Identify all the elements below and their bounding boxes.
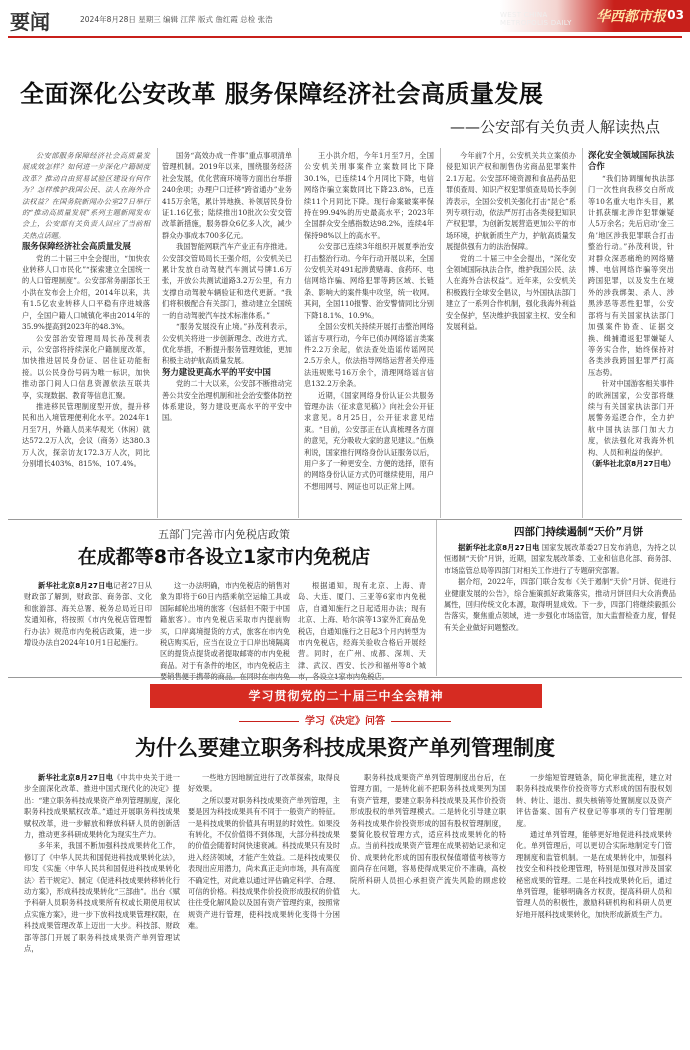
article1-subhead-3: 深化安全领域国际执法合作 — [588, 150, 674, 172]
article3-byline: 据新华社北京8月27日电 — [458, 543, 540, 552]
article1-para: 党的二十大以来，公安部不断推动完善公共安全治理机制和社会治安整体防控体系建设，努力建设更高水平的平安中国。 — [162, 379, 292, 423]
article1-para: 党的二十届三中全会提出，“深化安全领域国际执法合作，维护我国公民、法人在海外合法权益”。近年来，公安机关积极践行全球安全倡议，与外国执法部门建立了一系列合作机制，强化我海外利益安全保护，坚决维护我国家主权、安全和发展利益。 — [446, 253, 576, 332]
article1-subhead-1: 服务保障经济社会高质量发展 — [22, 241, 131, 252]
article2-col2 — [160, 580, 290, 672]
article2-para: 这一办法明确，市内免税店的销售对象为即将于60日内搭乘航空运输工具或国际邮轮出境的旅客（包括但不限于中国籍旅客）。市内免税店采取市内提前购买，口岸离境提货的方式，旅客在市内免税店购买后，应当在设立于口岸出境隔离区的提货点提货或者提取邮寄的市内免税商品。对于有条件的地区，市内免税店主 — [160, 581, 290, 670]
article4-para: 职务科技成果资产单列管理制度出台后，在管理方面，一是转化前不把职务科技成果列为国有资产管理，要建立职务科技成果及其作价投资形成股权的单列管理模式。二是转化引导建立职务科技成果作价投资形成的国有股权管理制度，要简化股权管理方式，适应科技成果转化的特点。当前科技成果资产管理在成果初始记录和定价、成果转化形成的国有股权保值增值考核等方面尚存在问题，容易使得成果定价不准确，高校院所科研人员担心承担资产流失风险的顾虑较大。 — [350, 773, 506, 897]
section-rule — [8, 677, 682, 678]
article1-para: “我们协调缅甸执法部门一次性向我移交白所成等10名重大电诈头目，累计抓获缅北涉诈犯罪嫌疑人5万余名；先后启动‘金三角’地区涉我犯罪联合打击整治行动。”孙茂利说，针对群众深恶痛绝的网络赌博、电信网络诈骗等突出跨国犯罪，以及发生在境外的涉我绑架、杀人、涉黑涉恶等恶性犯罪，公安部将与有关国家执法部门加强案件协查、证据交换、缉捕遣返犯罪嫌疑人等务实合作，始终保持对各类涉我跨国犯罪严打高压态势。 — [588, 173, 674, 377]
article4-col1 — [24, 772, 180, 1044]
article1-para: 王小洪介绍，今年1月至7月，全国公安机关刑事案件立案数同比下降30.1%，已连续14个月同比下降，电信网络诈骗立案数同比下降23.8%，已连续11个月同比下降。现行命案破案率保持在99.94%的历史最高水平；2023年全国群众安全感指数达98.2%，连续4年保持98%以上的高水平。 — [304, 151, 434, 240]
article4-para: 一步缩短管理链条，简化审批流程，建立对职务科技成果作价投资等方式形成的国有股权划转、转让、退出、损失核销等处置制度以及资产评估备案、国有产权登记等事项的专门管理制度。 — [516, 773, 672, 828]
column-divider — [436, 520, 437, 676]
section-rule — [8, 519, 682, 520]
article1-para: 针对中国游客相关事件的欧洲国家，公安部将继续与有关国家执法部门开展警务巡逻合作，全力护航中国执法部门加大力度，依法强化对我海外机构、人员和利益的保护。 — [588, 379, 674, 457]
article4-col4 — [516, 772, 672, 1044]
newspaper-logo: 华西都市报 — [596, 9, 666, 25]
article1-lede: 公安部服务保障经济社会高质量发展成效怎样？如何进一步深化户籍制度改革？推动自由贸易试验区建设有何作为？怎样维护我国公民、法人在海外合法权益？在国务院新闻办公室27日举行的“推动高质量发展”系列主题新闻发布会上，公安部有关负责人回应了当前相关热点话题。 — [22, 151, 150, 240]
headline-main: 全面深化公安改革 服务保障经济社会高质量发展 — [20, 80, 544, 108]
article1-para: 党的二十届三中全会提出，“加快农业转移人口市民化”“探索建立全国统一的人口管理制度”。公安部常务副部长王小洪在发布会上介绍，2014年以来，共有1.5亿农业转移人口平稳有序进城落户，全国户籍人口城镇化率由2014年的35.9%提高到2023年的48.3%。 — [22, 253, 150, 332]
article4-para: 通过单列管理，能够更好地促进科技成果转化。单列管理后，可以更切合实际地制定专门管理制度和监管机制。一是在成果转化中，加强科技安全和科技伦理管理，特别是加强对涉及国家秘密成果的管理。二是在科技成果转化后，通过单列管理，能够明确各方权责，提高科研人员和管理人员的积极性，激励科研机构和科研人员更好地开展科技成果转化，加快形成新质生产力。 — [516, 830, 672, 919]
article4-para: 之所以要对职务科技成果资产单列管理，主要是因为科技成果具有不同于一般资产的特征。一是科技成果的价值具有明显的时效性。如果没有转化，不仅价值得不到体现，大部分科技成果的价值会随着时间快速衰减。科技成果只有及时进入经济领域，才能产生效益。二是科技成果仅表现出应用潜力，尚未真正走向市场，具有高度不确定性，对此难以通过评估确定科学、合理、可信的价格。科技成果作价投资形成股权的价值往往受化解风险以及国有资产管理约束，按照常规资产进行管理，使科技成果转化变得十分困难。 — [188, 795, 340, 931]
article1-col1 — [22, 150, 150, 516]
masthead-brand-bar — [500, 0, 690, 32]
column-label-text: 学习《决定》问答 — [305, 716, 385, 727]
page-number: 03 — [667, 8, 684, 22]
article2-byline: 新华社北京8月27日电 — [38, 581, 114, 590]
article1-col5 — [588, 150, 674, 516]
article4-byline: 新华社北京8月27日电 — [38, 773, 114, 782]
article4-headline: 为什么要建立职务科技成果资产单列管理制度 — [135, 736, 555, 760]
feature-banner: 学习贯彻党的二十届三中全会精神 — [150, 684, 542, 708]
article3-body — [444, 542, 676, 672]
article4-para: 多年来，我国不断加强科技成果转化工作，修订了《中华人民共和国促进科技成果转化法》，印发《实施〈中华人民共和国促进科技成果转化法〉若干规定》、制定《促进科技成果转移转化行动方案》，形成科技成果转化“三部曲”。出台《赋予科研人员职务科技成果所有权或长期使用权试点实施方案》，进一步下放科技成果管理权限，在科技成果管理改革上迈出一大步。科技部、财政部等部门开展了职务科技成果资产单列管理试点， — [24, 841, 180, 954]
article1-subhead-2: 努力建设更高水平的平安中国 — [162, 366, 271, 377]
article3-headline: 四部门持续遏制“天价”月饼 — [514, 526, 644, 538]
article1-para: 今年前7个月，公安机关共立案侦办侵犯知识产权和制售伪劣商品犯罪案件2.1万起。公安部环境资源和食品药品犯罪侦查局、知识产权犯罪侦查局局长李剑涛表示，全国公安机关强化打击“昆仑”系列专项行动，依法严厉打击各类侵犯知识产权犯罪，为创新发展营造更加公平的市场环境，护航新质生产力，护航高质量发展提供强有力的法治保障。 — [446, 151, 576, 252]
section-label: 要闻 — [10, 10, 50, 34]
article1-para: 公安部治安管理局局长孙茂利表示，公安部将持续深化户籍制度改革，加快推进居民身份证、居住证功能衔接。以公民身份号码为唯一标识，加快推动部门间人口信息资源依法互联共享，实现数据、教育等信息汇聚。 — [22, 333, 150, 400]
article1-para: “服务发展没有止境。”孙茂利表示，公安机关将进一步创新理念、改进方式、优化举措，不断提升服务管理效能，更加积极主动护航高质量发展。 — [162, 322, 292, 366]
article1-col3 — [304, 150, 434, 516]
article1-para: 我国智能网联汽车产业正有序推进。公安部交管局局长王强介绍，公安机关已累计发放自动驾驶汽车测试号牌1.6万张，开放公共测试道路3.2万公里，有力支撑自动驾驶车辆验证和迭代更新。“我们将积极配合有关部门，推动建立全国统一的自动驾驶汽车技术标准体系。” — [162, 242, 292, 320]
article3-para: 国家发展改革委27日发布消息，为持之以恒遏制“天价”月饼，近期，国家发展改革委、工业和信息化部、商务部、市场监管总局等四部门对相关工作进行了专题研究部署。 — [444, 543, 676, 575]
column-divider — [298, 148, 299, 518]
headline-subtitle: ——公安部有关负责人解读热点 — [449, 118, 660, 136]
article2-headline: 在成都等8市各设立1家市内免税店 — [77, 546, 371, 568]
article1-para: 国务“高效办成一件事”重点事项清单管理机制。2019年以来，围绕服务经济社会发展，优化营商环境等方面出台举措240余项；办理户口迁移“跨省通办”业务415万余笔，累计异地换、补领居民身份证1.16亿张；陆续推出10批次公安交管改革新措施，服务群众6亿多人次，减少群众办事成本700多亿元。 — [162, 151, 292, 240]
issue-meta: 2024年8月28日 星期三 编辑 江萍 版式 詹红霞 总检 张浩 — [80, 15, 273, 24]
article2-para: 记者27日从财政部了解到，财政部、商务部、文化和旅游部、海关总署、税务总局近日印发通知称，将按照《市内免税店管理暂行办法》规范市内免税店政策，进一步增设办法自2024年10月1日起施行。 — [24, 581, 152, 648]
column-divider — [582, 148, 583, 518]
column-divider — [440, 148, 441, 518]
article1-credit: （新华社北京8月27日电） — [588, 458, 675, 468]
masthead-city: WEST CHINA METROPOLIS DAILY — [500, 11, 572, 27]
article1-para: 近期，《国家网络身份认证公共服务管理办法（征求意见稿）》向社会公开征求意见。8月25日，公开征求意见结束。“目前，公安部正在认真梳理各方面的意见，充分吸收大家的意见建议。”伍焕利说，国家推行网络身份认证服务以后，用户多了一种更安全、方便的选择，原有的网络身份认证方式仍可继续使用，用户不想用网号、网证也可以正常上网。 — [304, 390, 434, 491]
article2-col3 — [298, 580, 426, 672]
article3-para: 据介绍，2022年，四部门联合发布《关于遏制“天价”月饼、促进行业健康发展的公告》，综合施策抓好政策落实，推动月饼回归大众消费品属性，回归传统文化本源，取得明显成效。下一步，四部门将继续毅抓公告落实，聚焦重点领域，进一步强化市场监管，加大监督检查力度，督促有关企业做好问题整改。 — [444, 577, 676, 632]
article1-para: 推进移民管理制度型开放，提升移民和出入境管理便利化水平。2024年1月至7月，外籍人员来华观光（休闲）就达572.2万人次，会议（商务）达380.3万人次，探亲访友172.3万人次，同比分别增长403%、815%、107.4%。 — [22, 401, 150, 468]
article1-para: 全国公安机关持续开展打击整治网络谣言专项行动，今年已侦办网络谣言类案件2.2万余起，依法查处造谣传谣网民2.5万余人，依法指导网络运营者关停违法违规账号16万余个，清理网络谣言信息132.2万余条。 — [304, 322, 434, 389]
article1-para: 公安部已连续3年组织开展夏季治安打击整治行动。今年行动开展以来，全国公安机关对491起涉黄赌毒、食药环、电信网络诈骗、网络犯罪等跨区域、长链条、影响大的案件集中攻坚，统一收网。其间，全国110报警、治安警情同比分别下降18.1%、10.9%。 — [304, 242, 434, 320]
article4-para: 《中共中央关于进一步全面深化改革、推进中国式现代化的决定》提出：“建立职务科技成果资产单列管理制度，深化职务科技成果赋权改革。”通过开展职务科技成果赋权改革，进一步解放和释放科研人员的创新活力，推动更多科研成果转化为现实生产力。 — [24, 773, 180, 840]
article4-col3 — [350, 772, 506, 1044]
article2-col1 — [24, 580, 152, 672]
masthead-rule — [8, 36, 682, 38]
article2-para: 根据通知，现有北京、上海、青岛、大连、厦门、三亚等6家市内免税店，自通知施行之日起适用办法；现有北京、上海、哈尔滨等13家外汇商品免税店，自通知施行之日起3个月内转型为市内免税店，经海关验收合格后开展经营。同时，在广州、成都、深圳、天津、武汉、西安、长沙和福州等8个城 — [298, 581, 426, 670]
column-label — [200, 712, 490, 727]
article4-para: 一些地方因地制宜进行了改革探索，取得良好效果。 — [188, 773, 340, 794]
article1-col4 — [446, 150, 576, 516]
article1-col2 — [162, 150, 292, 516]
column-divider — [157, 148, 158, 518]
article4-col2 — [188, 772, 340, 1044]
article2-kicker: 五部门完善市内免税店政策 — [158, 528, 290, 541]
